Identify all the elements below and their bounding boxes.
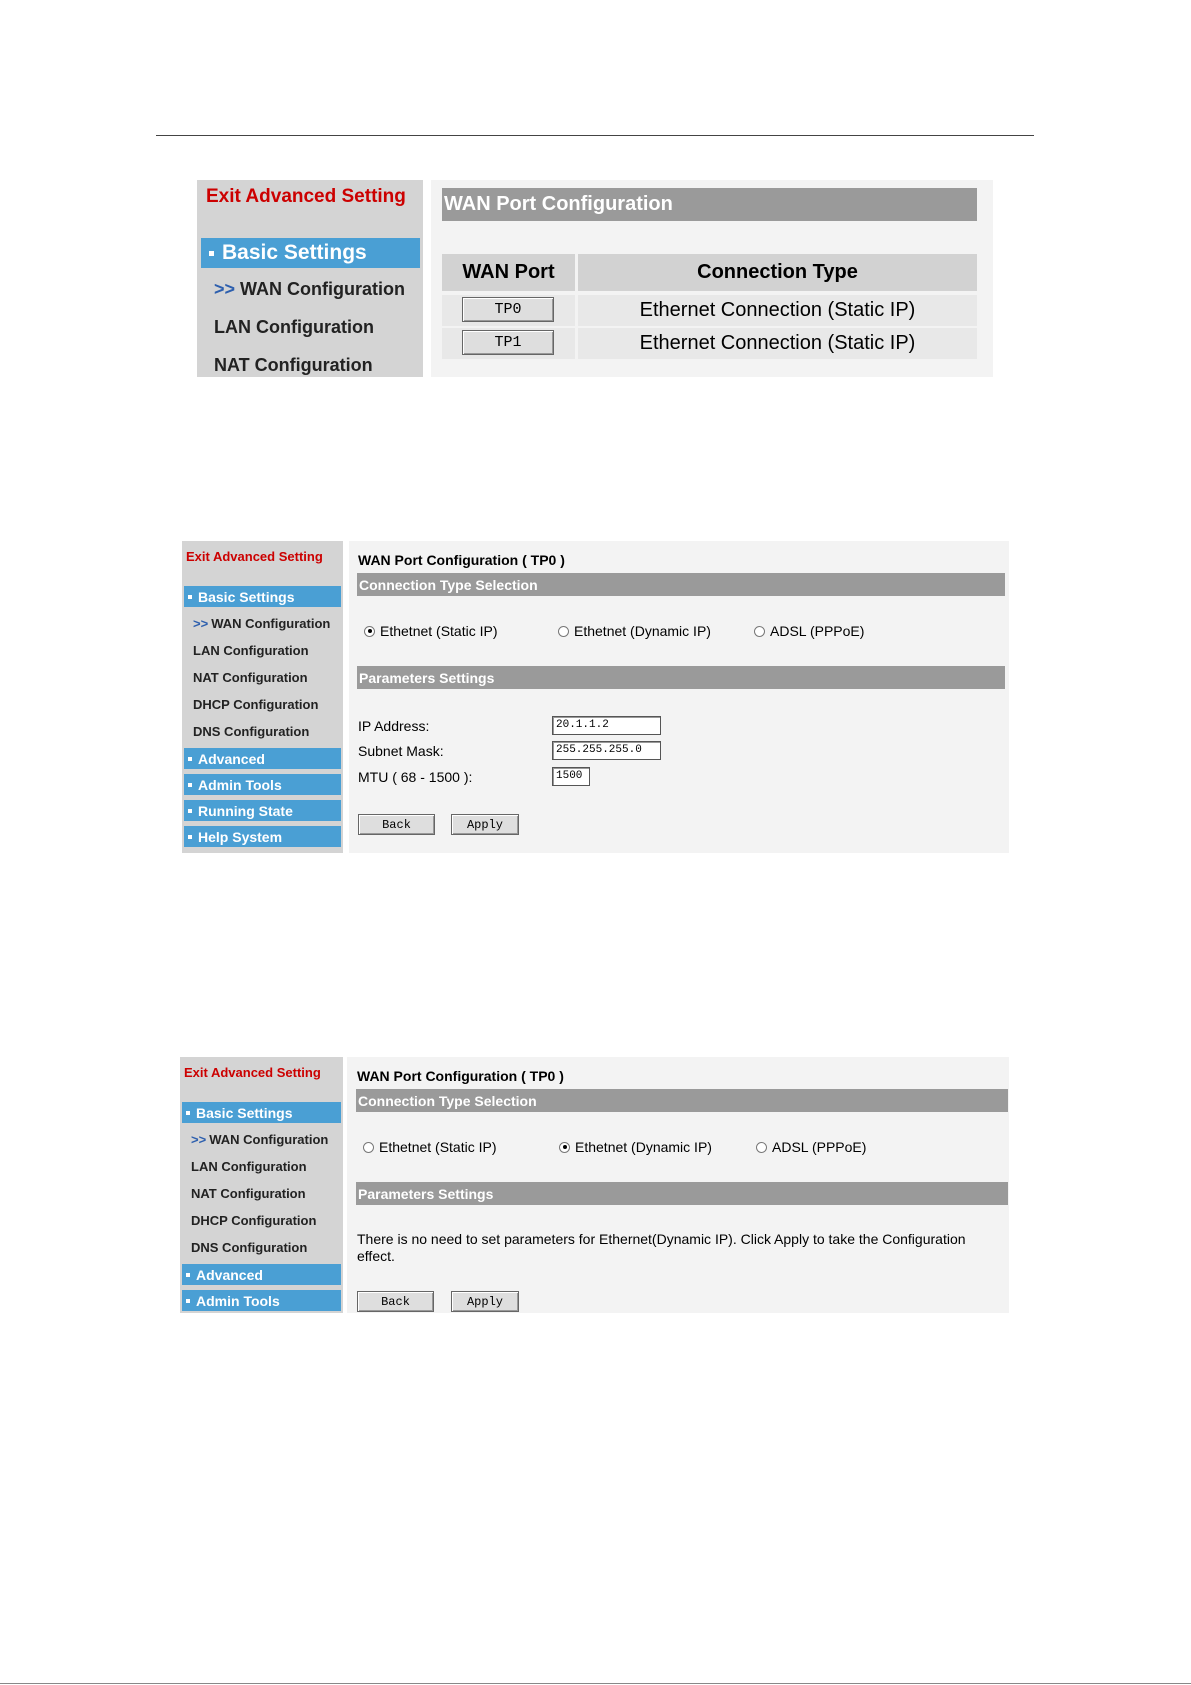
bullet-icon	[186, 1299, 190, 1303]
radio-adsl-pppoe[interactable]: ADSL (PPPoE)	[754, 623, 864, 639]
mtu-label: MTU ( 68 - 1500 ):	[358, 769, 473, 785]
nav-lan-configuration[interactable]: LAN Configuration	[214, 317, 374, 337]
bullet-icon	[188, 595, 192, 599]
page-title: WAN Port Configuration	[442, 188, 977, 221]
port-tp0-button[interactable]: TP0	[462, 297, 554, 322]
bullet-icon	[188, 757, 192, 761]
nav-dhcp-configuration[interactable]: DHCP Configuration	[191, 1213, 317, 1228]
exit-advanced-link[interactable]: Exit Advanced Setting	[206, 186, 406, 207]
parameters-header: Parameters Settings	[357, 666, 1005, 689]
subnet-mask-input[interactable]: 255.255.255.0	[552, 741, 661, 760]
parameters-header: Parameters Settings	[356, 1182, 1008, 1205]
nav-dns-configuration[interactable]: DNS Configuration	[191, 1240, 308, 1255]
nav-lan-configuration[interactable]: LAN Configuration	[193, 643, 309, 658]
nav-nat-configuration[interactable]: NAT Configuration	[193, 670, 308, 685]
port-tp1-button[interactable]: TP1	[462, 330, 554, 355]
active-arrow-icon: >>	[214, 279, 236, 299]
exit-advanced-link[interactable]: Exit Advanced Setting	[186, 549, 323, 564]
bullet-icon	[209, 251, 214, 256]
connection-type-cell: Ethernet Connection (Static IP)	[578, 328, 977, 359]
apply-button[interactable]: Apply	[451, 1291, 519, 1312]
nav-lan-configuration[interactable]: LAN Configuration	[191, 1159, 307, 1174]
apply-button[interactable]: Apply	[451, 814, 519, 835]
radio-dynamic-ip[interactable]: Ethetnet (Dynamic IP)	[558, 623, 711, 639]
section-help-system[interactable]: Help System	[184, 826, 341, 847]
nav-wan-configuration[interactable]: >> WAN Configuration	[191, 1132, 329, 1147]
radio-dynamic-ip[interactable]: Ethetnet (Dynamic IP)	[559, 1139, 712, 1155]
back-button[interactable]: Back	[358, 814, 435, 835]
connection-type-cell: Ethernet Connection (Static IP)	[578, 295, 977, 326]
nav-dhcp-configuration[interactable]: DHCP Configuration	[193, 697, 319, 712]
radio-adsl-pppoe[interactable]: ADSL (PPPoE)	[756, 1139, 866, 1155]
radio-button[interactable]	[559, 1142, 570, 1153]
nav-nat-configuration[interactable]: NAT Configuration	[191, 1186, 306, 1201]
dynamic-ip-message: There is no need to set parameters for Ethernet(Dynamic IP). Click Apply to take the Configuration effect.	[357, 1231, 966, 1264]
bullet-icon	[186, 1111, 190, 1115]
bullet-icon	[188, 835, 192, 839]
subnet-mask-label: Subnet Mask:	[358, 743, 444, 759]
ip-address-input[interactable]: 20.1.1.2	[552, 716, 661, 735]
nav-wan-configuration[interactable]: >> WAN Configuration	[193, 616, 331, 631]
section-admin-tools[interactable]: Admin Tools	[182, 1290, 341, 1311]
column-header-connection-type: Connection Type	[578, 254, 977, 291]
mtu-input[interactable]: 1500	[552, 767, 590, 786]
footer-rule	[0, 1683, 1191, 1684]
bullet-icon	[188, 809, 192, 813]
back-button[interactable]: Back	[357, 1291, 434, 1312]
column-header-wan-port: WAN Port	[442, 254, 575, 291]
section-label: Basic Settings	[222, 241, 367, 264]
radio-button[interactable]	[754, 626, 765, 637]
bullet-icon	[188, 783, 192, 787]
section-running-state[interactable]: Running State	[184, 800, 341, 821]
nav-dns-configuration[interactable]: DNS Configuration	[193, 724, 310, 739]
radio-button[interactable]	[364, 626, 375, 637]
section-admin-tools[interactable]: Admin Tools	[184, 774, 341, 795]
section-advanced[interactable]: Advanced	[184, 748, 341, 769]
bullet-icon	[186, 1273, 190, 1277]
section-basic-settings[interactable]: Basic Settings	[182, 1102, 341, 1123]
radio-button[interactable]	[363, 1142, 374, 1153]
radio-static-ip[interactable]: Ethetnet (Static IP)	[364, 623, 498, 639]
section-advanced[interactable]: Advanced	[182, 1264, 341, 1285]
nav-wan-configuration[interactable]: >> WAN Configuration	[214, 279, 406, 299]
connection-type-header: Connection Type Selection	[356, 1089, 1008, 1112]
active-arrow-icon: >>	[191, 1132, 207, 1147]
page-title: WAN Port Configuration ( TP0 )	[358, 552, 565, 568]
radio-static-ip[interactable]: Ethetnet (Static IP)	[363, 1139, 497, 1155]
header-rule	[156, 135, 1034, 136]
active-arrow-icon: >>	[193, 616, 209, 631]
page-title: WAN Port Configuration ( TP0 )	[357, 1068, 564, 1084]
section-basic-settings[interactable]	[201, 238, 420, 268]
section-basic-settings[interactable]: Basic Settings	[184, 586, 341, 607]
nav-nat-configuration[interactable]: NAT Configuration	[214, 355, 373, 375]
radio-button[interactable]	[756, 1142, 767, 1153]
radio-button[interactable]	[558, 626, 569, 637]
connection-type-header: Connection Type Selection	[357, 573, 1005, 596]
exit-advanced-link[interactable]: Exit Advanced Setting	[184, 1065, 321, 1080]
ip-address-label: IP Address:	[358, 718, 430, 734]
